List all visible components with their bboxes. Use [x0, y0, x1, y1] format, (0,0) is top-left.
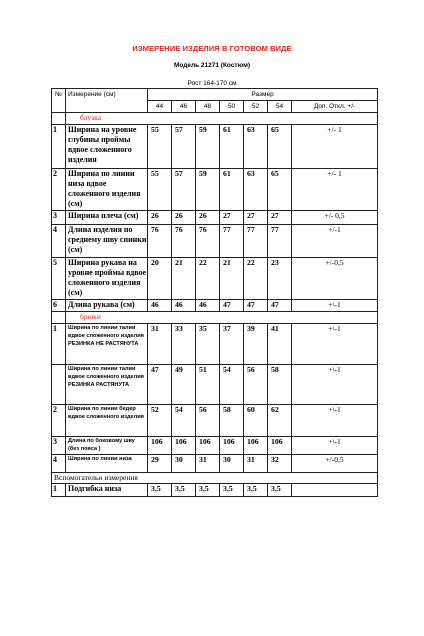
size-value-48: 22	[196, 258, 220, 300]
measurement-name: Ширина на уровне глубины проймы вдвое сложенного изделия	[66, 125, 148, 169]
size-value-52: 60	[244, 405, 268, 437]
size-value-52: 47	[244, 300, 268, 312]
measurement-name: Длина изделия по среднему шву спинки (см)	[66, 225, 148, 258]
size-value-54: 41	[268, 324, 292, 365]
size-value-54: 32	[268, 455, 292, 473]
size-value-46: 46	[172, 300, 196, 312]
row-number: 1	[52, 484, 66, 497]
table-row	[52, 437, 378, 455]
size-value-46: 21	[172, 258, 196, 300]
size-value-44: 55	[148, 125, 172, 169]
size-value-44: 26	[148, 211, 172, 225]
size-value-54: 106	[268, 437, 292, 455]
size-value-46: 49	[172, 365, 196, 405]
size-value-48: 51	[196, 365, 220, 405]
size-value-50: 21	[220, 258, 244, 300]
size-value-46: 30	[172, 455, 196, 473]
size-header-48: 48	[196, 101, 220, 113]
row-number	[52, 365, 66, 405]
tolerance-value: +/-0,5	[292, 455, 378, 473]
size-value-48: 56	[196, 405, 220, 437]
size-value-50: 3,5	[220, 484, 244, 497]
size-value-48: 59	[196, 125, 220, 169]
measurement-name: Длина рукава (см)	[66, 300, 148, 312]
size-value-54: 3,5	[268, 484, 292, 497]
measurement-name: Ширина по линии низа вдвое сложенного изделия (см)	[66, 169, 148, 211]
size-value-54: 27	[268, 211, 292, 225]
row-number: 1	[52, 125, 66, 169]
table-row	[52, 405, 378, 437]
size-value-46: 33	[172, 324, 196, 365]
size-value-46: 26	[172, 211, 196, 225]
row-number: 3	[52, 211, 66, 225]
size-value-54: 58	[268, 365, 292, 405]
tolerance-value: +\-1	[292, 365, 378, 405]
size-value-54: 62	[268, 405, 292, 437]
row-number: 5	[52, 258, 66, 300]
section-num-cell	[52, 312, 66, 324]
size-value-48: 26	[196, 211, 220, 225]
size-value-44: 47	[148, 365, 172, 405]
size-value-50: 37	[220, 324, 244, 365]
section-num-cell	[52, 113, 66, 125]
size-value-52: 39	[244, 324, 268, 365]
size-value-48: 3,5	[196, 484, 220, 497]
size-value-54: 47	[268, 300, 292, 312]
height-label: Рост 164-170 см	[187, 80, 237, 87]
size-value-46: 54	[172, 405, 196, 437]
table-row	[52, 324, 378, 365]
size-header-52: 52	[244, 101, 268, 113]
row-number: 4	[52, 455, 66, 473]
size-value-52: 22	[244, 258, 268, 300]
size-value-50: 58	[220, 405, 244, 437]
size-value-50: 47	[220, 300, 244, 312]
size-value-44: 76	[148, 225, 172, 258]
size-header-44: 44	[148, 101, 172, 113]
size-value-48: 35	[196, 324, 220, 365]
size-header-54: 54	[268, 101, 292, 113]
measurement-table	[51, 88, 378, 497]
measurement-name: Ширина по линии талии вдвое сложенного изделия РЕЗИНКА НЕ РАСТЯНУТА	[66, 324, 148, 365]
size-value-52: 27	[244, 211, 268, 225]
size-value-52: 63	[244, 169, 268, 211]
size-value-52: 77	[244, 225, 268, 258]
size-value-50: 106	[220, 437, 244, 455]
size-value-50: 54	[220, 365, 244, 405]
table-row	[52, 125, 378, 169]
size-value-52: 106	[244, 437, 268, 455]
row-number: 4	[52, 225, 66, 258]
table-row	[52, 300, 378, 312]
measurement-name: Ширина плеча (см)	[66, 211, 148, 225]
tolerance-value: +\-1	[292, 437, 378, 455]
measurement-name: Длина по боковому шву (без пояса )	[66, 437, 148, 455]
tolerance-header: Доп. Откл. +/-	[292, 101, 378, 113]
section-title: блузка	[66, 113, 378, 125]
measurement-name: Ширина рукава на уровне проймы вдвое сложенного изделия (см)	[66, 258, 148, 300]
size-value-54: 77	[268, 225, 292, 258]
size-value-46: 76	[172, 225, 196, 258]
size-value-50: 61	[220, 169, 244, 211]
size-value-50: 30	[220, 455, 244, 473]
size-value-46: 57	[172, 125, 196, 169]
tolerance-value: +/- 1	[292, 125, 378, 169]
size-value-44: 20	[148, 258, 172, 300]
measurement-name: Подгибка низа	[66, 484, 148, 497]
size-value-46: 106	[172, 437, 196, 455]
col-measure-header: Измерение (см)	[66, 89, 148, 113]
size-value-52: 56	[244, 365, 268, 405]
size-value-50: 61	[220, 125, 244, 169]
table-row	[52, 484, 378, 497]
tolerance-value: +/-0,5	[292, 258, 378, 300]
size-value-52: 3,5	[244, 484, 268, 497]
size-value-48: 76	[196, 225, 220, 258]
size-value-48: 59	[196, 169, 220, 211]
size-value-48: 31	[196, 455, 220, 473]
model-label: Модель 21271 (Костюм)	[173, 62, 251, 69]
measurement-name: Ширина по линии бедер вдвое сложенного изделия	[66, 405, 148, 437]
size-value-52: 31	[244, 455, 268, 473]
size-value-44: 29	[148, 455, 172, 473]
size-value-54: 65	[268, 125, 292, 169]
size-value-50: 77	[220, 225, 244, 258]
col-size-header: Размер	[148, 89, 378, 101]
size-value-44: 46	[148, 300, 172, 312]
tolerance-value: +\-1	[292, 324, 378, 365]
table-row	[52, 365, 378, 405]
table-row	[52, 211, 378, 225]
size-header-50: 50	[220, 101, 244, 113]
size-value-48: 46	[196, 300, 220, 312]
size-value-44: 31	[148, 324, 172, 365]
size-value-46: 57	[172, 169, 196, 211]
tolerance-value: +/- 1	[292, 169, 378, 211]
size-value-52: 63	[244, 125, 268, 169]
tolerance-value: +\-1	[292, 405, 378, 437]
section-title: Вспомогательн измерения	[52, 473, 378, 484]
document-title: ИЗМЕРЕНИЕ ИЗДЕЛИЯ В ГОТОВОМ ВИДЕ	[132, 44, 292, 53]
size-value-54: 23	[268, 258, 292, 300]
row-number: 2	[52, 169, 66, 211]
size-value-54: 65	[268, 169, 292, 211]
tolerance-value: +/-1	[292, 225, 378, 258]
size-value-50: 27	[220, 211, 244, 225]
tolerance-value	[292, 484, 378, 497]
table-row	[52, 258, 378, 300]
table-row	[52, 225, 378, 258]
size-header-46: 46	[172, 101, 196, 113]
size-value-44: 55	[148, 169, 172, 211]
row-number: 6	[52, 300, 66, 312]
tolerance-value: +/- 0,5	[292, 211, 378, 225]
row-number: 2	[52, 405, 66, 437]
table-row	[52, 169, 378, 211]
measurement-name: Ширина по линии талии вдвое сложенного изделия РЕЗИНКА РАСТЯНУТА	[66, 365, 148, 405]
col-num-header: №	[52, 89, 66, 113]
row-number: 1	[52, 324, 66, 365]
size-value-46: 3,5	[172, 484, 196, 497]
tolerance-value: +\-1	[292, 300, 378, 312]
row-number: 3	[52, 437, 66, 455]
size-value-44: 52	[148, 405, 172, 437]
size-value-44: 106	[148, 437, 172, 455]
table-row	[52, 455, 378, 473]
size-value-48: 106	[196, 437, 220, 455]
size-value-44: 3,5	[148, 484, 172, 497]
measurement-name: Ширина по линии низа	[66, 455, 148, 473]
section-title: брюки	[66, 312, 378, 324]
